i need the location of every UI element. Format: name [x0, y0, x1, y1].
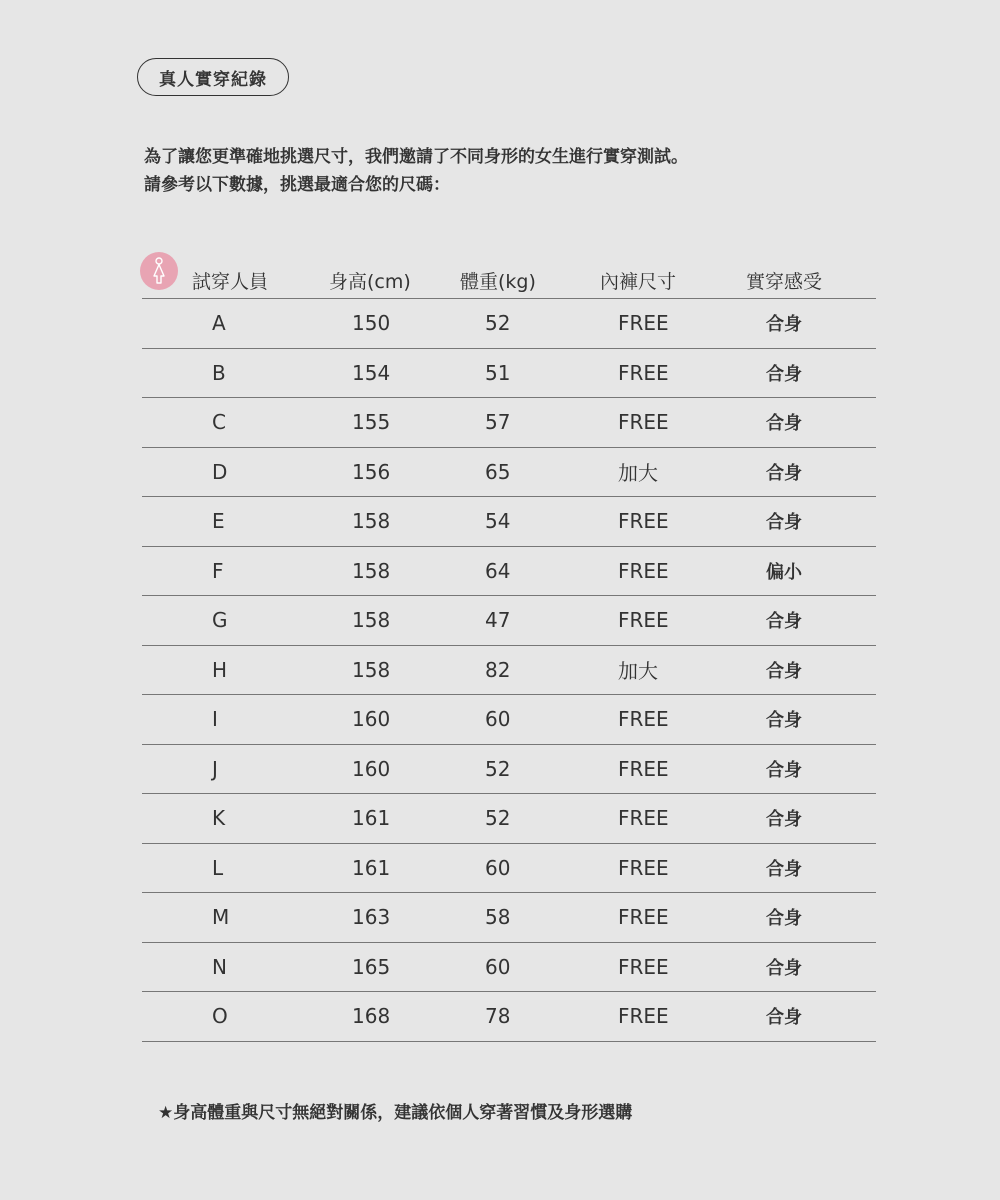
intro-text [144, 143, 904, 199]
table-row [142, 398, 876, 448]
cell-tester: F [212, 558, 224, 583]
cell-size: 加大 [618, 659, 658, 684]
cell-tester: N [212, 954, 227, 979]
cell-tester: O [212, 1004, 228, 1029]
cell-height: 165 [352, 954, 391, 979]
cell-weight: 82 [485, 657, 511, 682]
cell-tester: L [212, 855, 224, 880]
cell-height: 160 [352, 707, 391, 732]
cell-fit: 偏小 [766, 561, 802, 583]
cell-height: 158 [352, 509, 391, 534]
cell-fit: 合身 [766, 809, 802, 831]
cell-fit: 合身 [766, 908, 802, 930]
table-row [142, 943, 876, 993]
cell-weight: 60 [485, 954, 511, 979]
table-row [142, 992, 876, 1042]
cell-height: 160 [352, 756, 391, 781]
table-header [142, 262, 876, 299]
cell-weight: 60 [485, 707, 511, 732]
header-size: 內褲尺寸 [600, 270, 677, 293]
intro-line-2: 請參考以下數據，挑選最適合您的尺碼： [144, 175, 450, 195]
cell-tester: M [212, 905, 230, 930]
cell-weight: 51 [485, 360, 511, 385]
cell-size: FREE [618, 410, 669, 435]
cell-height: 158 [352, 558, 391, 583]
cell-weight: 78 [485, 1004, 511, 1029]
cell-size: FREE [618, 855, 669, 880]
cell-height: 163 [352, 905, 391, 930]
cell-size: FREE [618, 558, 669, 583]
table-row [142, 497, 876, 547]
cell-weight: 54 [485, 509, 511, 534]
cell-size: FREE [618, 311, 669, 336]
cell-size: 加大 [618, 461, 658, 486]
cell-height: 158 [352, 608, 391, 633]
cell-size: FREE [618, 756, 669, 781]
cell-tester: E [212, 509, 225, 534]
cell-fit: 合身 [766, 858, 802, 880]
cell-size: FREE [618, 509, 669, 534]
header-height: 身高(cm) [329, 270, 411, 293]
cell-tester: C [212, 410, 226, 435]
table-row [142, 448, 876, 498]
cell-weight: 52 [485, 756, 511, 781]
cell-tester: I [212, 707, 218, 732]
header-tester: 試穿人員 [192, 270, 269, 293]
cell-fit: 合身 [766, 957, 802, 979]
cell-weight: 52 [485, 311, 511, 336]
cell-height: 154 [352, 360, 391, 385]
header-weight: 體重(kg) [460, 270, 536, 293]
cell-fit: 合身 [766, 462, 802, 484]
cell-fit: 合身 [766, 1007, 802, 1029]
cell-weight: 64 [485, 558, 511, 583]
cell-tester: H [212, 657, 228, 682]
cell-height: 158 [352, 657, 391, 682]
cell-height: 161 [352, 855, 391, 880]
cell-height: 161 [352, 806, 391, 831]
table-row [142, 299, 876, 349]
cell-height: 168 [352, 1004, 391, 1029]
cell-weight: 65 [485, 459, 511, 484]
table-row [142, 547, 876, 597]
cell-size: FREE [618, 707, 669, 732]
cell-weight: 52 [485, 806, 511, 831]
cell-fit: 合身 [766, 363, 802, 385]
cell-fit: 合身 [766, 512, 802, 534]
cell-fit: 合身 [766, 413, 802, 435]
table-row [142, 844, 876, 894]
cell-fit: 合身 [766, 314, 802, 336]
badge-label: 真人實穿紀錄 [159, 69, 267, 90]
cell-height: 156 [352, 459, 391, 484]
table-row [142, 893, 876, 943]
cell-tester: K [212, 806, 226, 831]
cell-weight: 57 [485, 410, 511, 435]
table-body [142, 299, 876, 1042]
cell-size: FREE [618, 608, 669, 633]
cell-fit: 合身 [766, 611, 802, 633]
cell-weight: 58 [485, 905, 511, 930]
cell-fit: 合身 [766, 710, 802, 732]
cell-size: FREE [618, 905, 669, 930]
table-row [142, 596, 876, 646]
table-row [142, 349, 876, 399]
table-row [142, 794, 876, 844]
intro-line-1: 為了讓您更準確地挑選尺寸，我們邀請了不同身形的女生進行實穿測試。 [144, 147, 688, 167]
cell-height: 155 [352, 410, 391, 435]
cell-weight: 47 [485, 608, 511, 633]
cell-fit: 合身 [766, 759, 802, 781]
cell-tester: J [212, 756, 218, 781]
footnote: ★身高體重與尺寸無絕對關係，建議依個人穿著習慣及身形選購 [158, 1103, 633, 1123]
cell-size: FREE [618, 954, 669, 979]
cell-weight: 60 [485, 855, 511, 880]
cell-tester: D [212, 459, 228, 484]
cell-tester: G [212, 608, 228, 633]
section-badge [137, 58, 289, 96]
header-fit: 實穿感受 [746, 270, 823, 293]
table-row [142, 646, 876, 696]
cell-size: FREE [618, 1004, 669, 1029]
cell-size: FREE [618, 360, 669, 385]
cell-size: FREE [618, 806, 669, 831]
cell-fit: 合身 [766, 660, 802, 682]
cell-tester: A [212, 311, 226, 336]
cell-tester: B [212, 360, 226, 385]
fitting-table [142, 262, 876, 1042]
table-row [142, 695, 876, 745]
table-row [142, 745, 876, 795]
cell-height: 150 [352, 311, 391, 336]
